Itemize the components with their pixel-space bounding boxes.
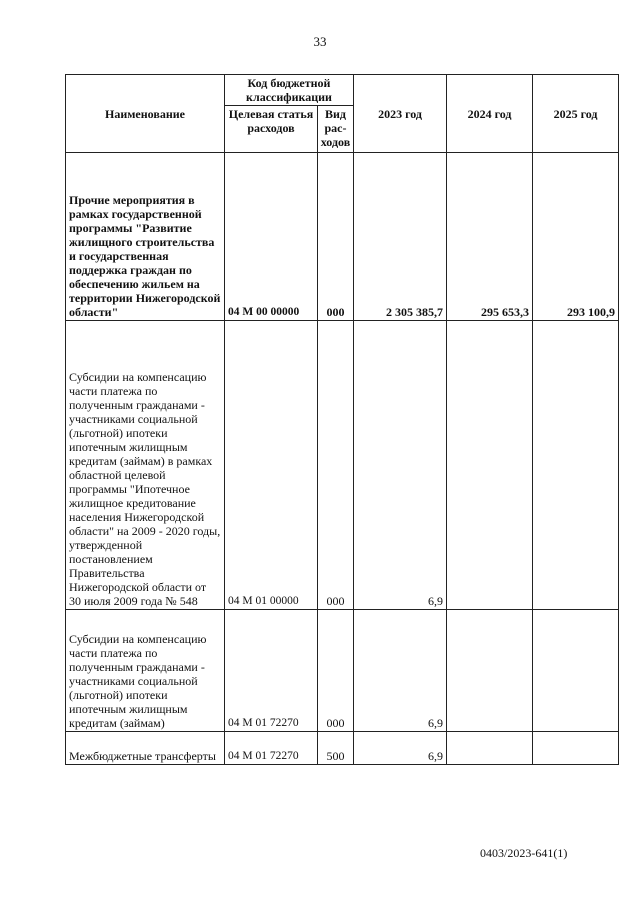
- header-2024: 2024 год: [447, 75, 533, 153]
- row-2025: 293 100,9: [533, 153, 619, 321]
- row-2025: [533, 732, 619, 765]
- row-2024: [447, 732, 533, 765]
- row-2024: [447, 321, 533, 610]
- row-name: Прочие мероприятия в рамках государственной программы "Развитие жилищного строительства и государственная поддержка граждан по обеспечению жильем на территории Нижегородской области": [66, 153, 225, 321]
- row-vid: 500: [318, 732, 354, 765]
- table-row: [66, 610, 619, 732]
- document-code: 0403/2023-641(1): [480, 846, 568, 860]
- row-2023: 6,9: [354, 610, 447, 732]
- table-row: [66, 153, 619, 321]
- header-target-article: Целевая статья расходов: [225, 106, 318, 153]
- row-2023: 2 305 385,7: [354, 153, 447, 321]
- row-name: Субсидии на компенсацию части платежа по полученным гражданами - участниками социальной (льготной) ипотеки ипотечным жилищным кредитам (займам): [66, 610, 225, 732]
- table-row: [66, 732, 619, 765]
- row-2025: [533, 610, 619, 732]
- row-code: 04 М 01 72270: [225, 732, 318, 765]
- header-2023: 2023 год: [354, 75, 447, 153]
- row-name: Межбюджетные трансферты: [66, 732, 225, 765]
- header-expense-type: Вид рас-ходов: [318, 106, 354, 153]
- row-vid: 000: [318, 610, 354, 732]
- row-2025: [533, 321, 619, 610]
- row-vid: 000: [318, 153, 354, 321]
- row-2024: [447, 610, 533, 732]
- row-code: 04 М 00 00000: [225, 153, 318, 321]
- budget-table: [65, 74, 619, 765]
- row-2024: 295 653,3: [447, 153, 533, 321]
- row-vid: 000: [318, 321, 354, 610]
- row-code: 04 М 01 72270: [225, 610, 318, 732]
- row-name: Субсидии на компенсацию части платежа по полученным гражданами - участниками социальной (льготной) ипотеки ипотечным жилищным кредитам (займам) в рамках областной целевой программы "Ипотечное жилищное кредитование населения Нижегородской области" на 2009 - 2020 годы, утвержденной постановлением Правительства Нижегородской области от 30 июля 2009 года № 548: [66, 321, 225, 610]
- table-row: [66, 321, 619, 610]
- row-2023: 6,9: [354, 321, 447, 610]
- header-kbk: Код бюджетной классификации: [225, 75, 354, 106]
- page-number: 33: [313, 34, 327, 49]
- row-2023: 6,9: [354, 732, 447, 765]
- table-header-row: [66, 75, 619, 106]
- header-2025: 2025 год: [533, 75, 619, 153]
- header-name: Наименование: [66, 75, 225, 153]
- row-code: 04 М 01 00000: [225, 321, 318, 610]
